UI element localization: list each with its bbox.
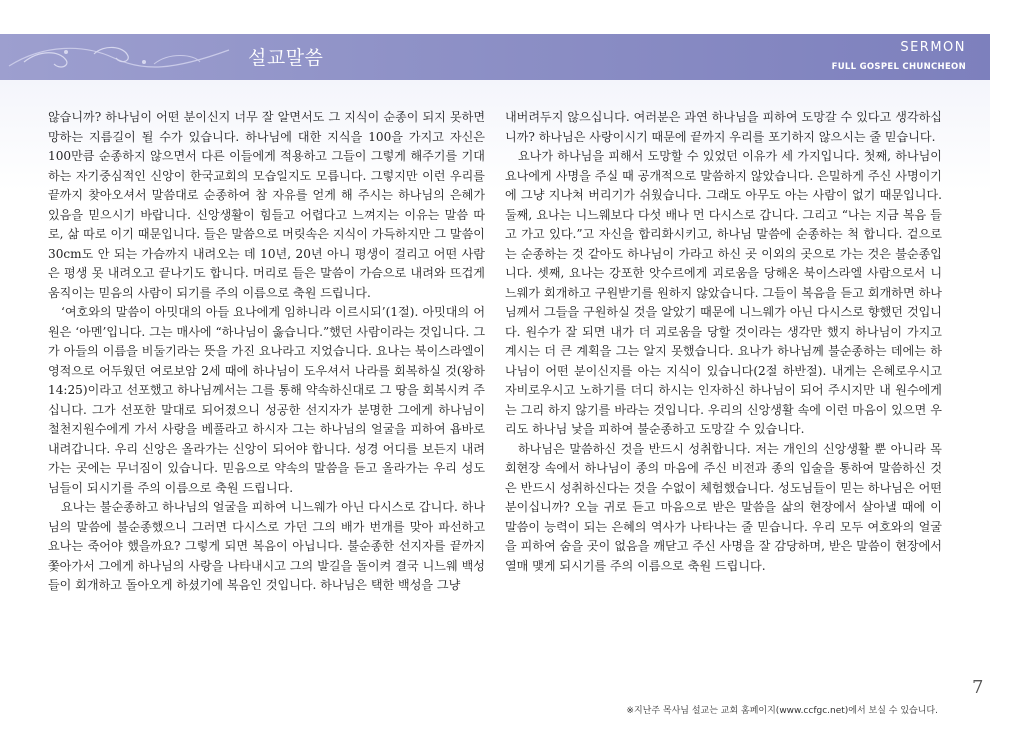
church-label: FULL GOSPEL CHUNCHEON bbox=[831, 62, 966, 72]
floral-ornament-icon bbox=[4, 40, 234, 74]
right-column bbox=[505, 108, 942, 576]
header-banner bbox=[0, 34, 990, 80]
paragraph: 요나가 하나님을 피해서 도망할 수 있었던 이유가 세 가지입니다. 첫째, 하나님이 요나에게 사명을 주실 때 공개적으로 말씀하지 않았습니다. 은밀하게 주신 사명이기에 그냥 지나쳐 버리기가 쉬웠습니다. 그래도 아무도 아는 사람이 없기 때문입니다. 둘째, 요나는 니느웨보다 다섯 배나 먼 다시스로 갑니다. 그리고 “나는 지금 복음 들고 가고 있다.”고 자신을 합리화시키고, 하나님 말씀에 순종하는 척 합니다. 겉으로는 순종하는 것 같아도 하나님이 가라고 하신 곳 이외의 곳으로 가는 것은 불순종입니다. 셋째, 요나는 강포한 앗수르에게 괴로움을 당해온 북이스라엘 사람으로서 니느웨가 회개하고 구원받기를 원하지 않았습니다. 그들이 복음을 듣고 회개하면 하나님께서 그들을 구원하실 것을 알았기 때문에 니느웨가 아닌 다시스로 향했던 것입니다. 원수가 잘 되면 내가 더 괴로움을 당할 것이라는 생각만 했지 하나님이 가지고 계시는 더 큰 계획을 그는 알지 못했습니다. 요나가 하나님께 불순종하는 데에는 하나님이 어떤 분이신지를 아는 지식이 있습니다(2절 하반절). 내게는 은혜로우시고 자비로우시고 노하기를 더디 하시는 인자하신 하나님이 되어 주시지만 내 원수에게는 그리 하지 않기를 바라는 것입니다. 우리의 신앙생활 속에 이런 마음이 있으면 우리도 하나님 낯을 피하여 불순종하고 도망갈 수 있습니다. bbox=[505, 149, 942, 436]
footnote: ※지난주 목사님 설교는 교회 홈페이지(www.ccfgc.net)에서 보실 수 있습니다. bbox=[626, 706, 938, 716]
page-number: 7 bbox=[972, 677, 984, 698]
paragraph: 하나님은 말씀하신 것을 반드시 성취합니다. 저는 개인의 신앙생활 뿐 아니라 목회현장 속에서 하나님이 종의 마음에 주신 비전과 종의 입술을 통하여 말씀하신 것은 반드시 성취하신다는 것을 수없이 체험했습니다. 성도님들이 믿는 하나님은 어떤 분이십니까? 오늘 귀로 듣고 마음으로 받은 말씀을 삶의 현장에서 살아낼 때에 이 말씀이 능력이 되는 은혜의 역사가 나타나는 줄 믿습니다. 우리 모두 여호와의 얼굴을 피하여 숨을 곳이 없음을 깨닫고 주신 사명을 잘 감당하며, 받은 말씀이 현장에서 열매 맺게 되시기를 주의 이름으로 축원 드립니다. bbox=[505, 441, 942, 573]
paragraph: ‘여호와의 말씀이 아밋대의 아들 요나에게 임하니라 이르시되’(1절). 아밋대의 어원은 ‘아멘’입니다. 그는 매사에 “하나님이 옳습니다.”했던 사람이라는 것입니다. 그가 아들의 이름을 비둘기라는 뜻을 가진 요나라고 지었습니다. 요나는 북이스라엘이 영적으로 어두웠던 여로보암 2세 때에 하나님이 도우셔서 나라를 회복하실 것(왕하 14:25)이라고 선포했고 하나님께서는 그를 통해 약속하신대로 그 땅을 회복시켜 주십니다. 그가 선포한 말대로 되어졌으니 성공한 선지자가 분명한 그에게 하나님이 철천지원수에게 가서 사랑을 베풀라고 하시자 그는 하나님의 얼굴을 피하여 욥바로 내려갑니다. 우리 신앙은 올라가는 신앙이 되어야 합니다. 성경 어디를 보든지 내려가는 곳에는 무너짐이 있습니다. 믿음으로 약속의 말씀을 듣고 올라가는 우리 성도님들이 되시기를 주의 이름으로 축원 드립니다. bbox=[48, 305, 485, 495]
sermon-label: SERMON bbox=[900, 40, 966, 55]
paragraph: 내버려두지 않으십니다. 여러분은 과연 하나님을 피하여 도망갈 수 있다고 생각하십니까? 하나님은 사랑이시기 때문에 끝까지 우리를 포기하지 않으시는 줄 믿습니다. bbox=[505, 110, 942, 144]
page-title: 설교말씀 bbox=[248, 47, 324, 69]
left-column bbox=[48, 108, 485, 596]
paragraph: 요나는 불순종하고 하나님의 얼굴을 피하여 니느웨가 아닌 다시스로 갑니다. 하나님의 말씀에 불순종했으니 그러면 다시스로 가던 그의 배가 번개를 맞아 파선하고 요나는 죽어야 했을까요? 그렇게 되면 복음이 아닙니다. 불순종한 선지자를 끝까지 쫓아가서 그에게 하나님의 사랑을 나타내시고 그의 발길을 돌이켜 결국 니느웨 백성들이 회개하고 돌아오게 하셨기에 복음인 것입니다. 하나님은 택한 백성을 그냥 bbox=[48, 500, 485, 592]
paragraph: 않습니까? 하나님이 어떤 분이신지 너무 잘 알면서도 그 지식이 순종이 되지 못하면 망하는 지름길이 될 수가 있습니다. 하나님에 대한 지식을 100을 가지고 자신은 100만큼 순종하지 않으면서 다른 이들에게 적용하고 그들이 그렇게 해주기를 기대하는 자기중심적인 신앙이 한국교회의 모습일지도 모릅니다. 그렇지만 이런 우리를 끝까지 찾아오셔서 말씀대로 순종하여 참 자유를 얻게 해 주시는 하나님의 은혜가 있음을 믿으시기 바랍니다. 신앙생활이 힘들고 어렵다고 느껴지는 이유는 말씀 따로, 삶 따로 이기 때문입니다. 들은 말씀으로 머릿속은 지식이 가득하지만 그 말씀이 30cm도 안 되는 가슴까지 내려오는 데 10년, 20년 아니 평생이 걸리고 어떤 사람은 평생 못 내려오고 끝나기도 합니다. 머리로 들은 말씀이 가슴으로 내려와 뜨겁게 움직이는 믿음의 사람이 되기를 주의 이름으로 축원 드립니다. bbox=[48, 110, 485, 300]
